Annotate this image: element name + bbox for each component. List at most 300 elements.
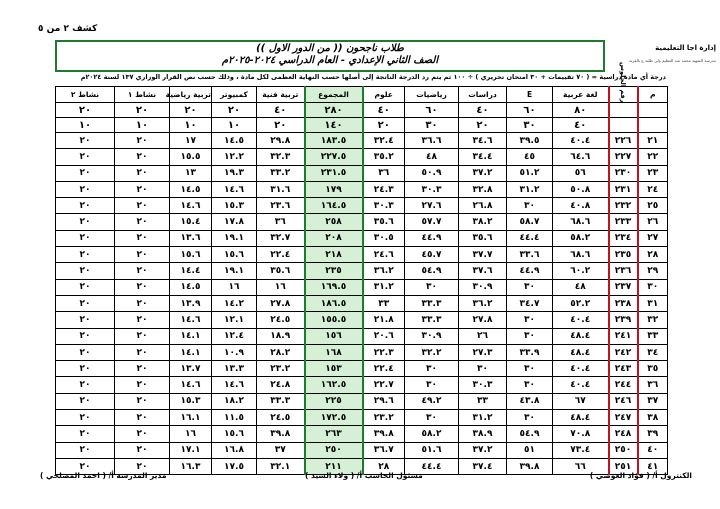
table-row	[56, 377, 668, 393]
table-cell: ٥٠.٩	[405, 165, 459, 181]
table-cell: ٢٠	[56, 312, 115, 328]
table-cell: ٦٦	[553, 458, 609, 474]
table-cell: ٣٦	[638, 377, 668, 393]
table-cell: ٢٠	[115, 361, 170, 377]
table-cell: ١٧	[170, 133, 212, 149]
table-cell: ١٤.٥	[170, 181, 212, 197]
table-cell: ١٥.٦	[212, 426, 257, 442]
table-cell: ١٧.٨	[212, 214, 257, 230]
table-cell: ٣٥	[638, 361, 668, 377]
table-cell: ٢٢٧.٥	[305, 149, 363, 165]
max-mark-cell: ٢٨٠	[305, 103, 363, 118]
table-cell: ٢٠	[115, 230, 170, 246]
col-header-art: تربية فنية	[257, 87, 305, 103]
table-cell: ٢٧.٦	[405, 198, 459, 214]
max-mark-cell: ٦٠	[507, 103, 553, 118]
table-cell: ٣٠	[507, 361, 553, 377]
table-cell: ٤٣.٨	[507, 393, 553, 409]
table-row	[56, 312, 668, 328]
table-cell: ٤٥	[507, 149, 553, 165]
max-mark-cell: ٤٠	[257, 103, 305, 118]
table-cell: ١٦	[170, 426, 212, 442]
table-cell: ٢١١	[305, 458, 363, 474]
table-cell: ٣٠	[459, 361, 507, 377]
administration-header	[604, 44, 716, 63]
table-cell: ١٥.٥	[170, 149, 212, 165]
table-cell: ٥١.٢	[507, 165, 553, 181]
table-row	[56, 410, 668, 426]
table-cell: ٢٢.٧	[363, 377, 405, 393]
table-cell: ٣٠	[405, 410, 459, 426]
table-cell: ٣٠.٩	[459, 279, 507, 295]
table-cell: ٤٨.٤	[553, 410, 609, 426]
table-cell: ١٦	[212, 279, 257, 295]
table-cell: ٣٣.٣	[405, 312, 459, 328]
table-cell: ٢٠	[56, 133, 115, 149]
table-cell: ٢٤.٣	[363, 181, 405, 197]
table-cell: ٢٥٠	[305, 442, 363, 458]
table-cell: ٢٠	[56, 247, 115, 263]
max-mark-cell: ٢٠	[212, 103, 257, 118]
table-cell: ٢١٨	[305, 247, 363, 263]
table-row	[56, 181, 668, 197]
table-cell: ٢٤.٦	[363, 247, 405, 263]
table-cell: ٦٠.٢	[553, 263, 609, 279]
table-cell: ١١.٥	[212, 410, 257, 426]
table-cell: ٣٧.٤	[459, 458, 507, 474]
table-cell: ١٥.٦	[170, 247, 212, 263]
table-cell: ٤٨.٤	[553, 344, 609, 360]
table-row	[56, 393, 668, 409]
title-box	[55, 40, 605, 72]
page-subtitle: الصف الثاني الإعدادي - العام الدراسي ٢٠٢٤-٢٠٢٥م	[221, 55, 439, 66]
table-cell: ٤٥.٧	[405, 247, 459, 263]
table-cell: ٢٣٥	[609, 247, 638, 263]
table-cell: ٣٩	[638, 426, 668, 442]
table-cell: ٢١.٨	[363, 312, 405, 328]
table-cell: ٢٤٤	[609, 377, 638, 393]
table-cell: ٢٩.٦	[363, 393, 405, 409]
table-cell: ١٣.٦	[170, 230, 212, 246]
table-row	[56, 279, 668, 295]
table-cell: ٣٨	[638, 410, 668, 426]
table-row	[56, 442, 668, 458]
table-cell: ٤٤.٤	[405, 458, 459, 474]
table-row	[56, 361, 668, 377]
table-cell: ٣٣.٣	[257, 393, 305, 409]
col-header-arabic: لغة عربية	[553, 87, 609, 103]
min-mark-cell: ٣٠	[507, 118, 553, 133]
col-header-pe: تربية رياضية	[170, 87, 212, 103]
table-cell: ١٥.٦	[212, 247, 257, 263]
table-cell: ٢٠	[56, 230, 115, 246]
table-cell: ٢٢٦	[609, 133, 638, 149]
table-cell: ٢٢.٤	[257, 247, 305, 263]
table-cell: ٣٠	[507, 312, 553, 328]
table-cell: ١٧٩	[305, 181, 363, 197]
max-mark-cell: ٨٠	[553, 103, 609, 118]
table-cell: ١٨.٩	[257, 328, 305, 344]
table-row	[56, 263, 668, 279]
table-cell: ٣٣.٢	[257, 165, 305, 181]
table-cell: ٢٠	[56, 442, 115, 458]
page-label: كشف ٢ من ٥	[38, 24, 98, 34]
table-cell: ١٢.١	[212, 312, 257, 328]
table-cell: ٣٨.٩	[459, 426, 507, 442]
min-mark-cell: ٤٠	[553, 118, 609, 133]
table-cell: ٢٠	[115, 165, 170, 181]
table-cell: ١٦٨	[305, 344, 363, 360]
table-cell: ٣٠	[507, 377, 553, 393]
table-cell: ٣٦.٧	[363, 442, 405, 458]
table-cell: ٢٠	[56, 279, 115, 295]
table-cell: ٣٠.٣	[363, 198, 405, 214]
table-cell: ٢٣٩	[609, 312, 638, 328]
table-cell: ١٤.٥	[170, 279, 212, 295]
table-cell: ٥٤.٩	[507, 426, 553, 442]
table-cell: ٢٦٣	[305, 426, 363, 442]
table-cell: ١٩.١	[212, 230, 257, 246]
table-cell: ٤٠.٨	[553, 198, 609, 214]
table-cell: ٣٩.٨	[363, 426, 405, 442]
min-mark-cell: ٢٠	[257, 118, 305, 133]
table-cell: ٣٦.٦	[405, 133, 459, 149]
table-cell: ٢٠	[56, 214, 115, 230]
table-cell: ٦٤.٦	[553, 149, 609, 165]
table-cell: ٤٨.٤	[553, 328, 609, 344]
table-cell: ٢٣٦	[609, 263, 638, 279]
table-row	[56, 165, 668, 181]
min-mark-cell: ١٠	[212, 118, 257, 133]
table-cell: ٥٨.٢	[405, 426, 459, 442]
table-cell: ٣٦.٢	[363, 263, 405, 279]
table-cell: ٢٠	[56, 165, 115, 181]
table-cell: ١٥٦	[305, 328, 363, 344]
table-cell: ٢٣٣	[609, 214, 638, 230]
table-row	[56, 149, 668, 165]
footer-principal: مدير المدرسة أ/ ( احمد المصلحي )	[40, 471, 167, 480]
table-cell: ٤٠.٤	[553, 361, 609, 377]
table-cell: ٢٠	[115, 393, 170, 409]
table-cell: ٢٧.٨	[459, 312, 507, 328]
table-cell: ١٧.١	[170, 442, 212, 458]
max-mark-cell	[609, 103, 638, 118]
table-cell: ٣٢.٧	[257, 230, 305, 246]
table-cell: ٣٥.٦	[363, 214, 405, 230]
table-cell: ٢٠	[56, 393, 115, 409]
table-cell: ٣٩.٥	[507, 133, 553, 149]
administration-name: إدارة اجا التعليمية	[655, 44, 716, 52]
table-cell: ٤٤.٤	[507, 230, 553, 246]
table-cell: ٢٤٢	[609, 344, 638, 360]
table-cell: ٣١.٢	[507, 181, 553, 197]
table-cell: ٣٢.٢	[405, 344, 459, 360]
table-cell: ١٨٦.٥	[305, 295, 363, 311]
table-cell: ٣٤	[638, 344, 668, 360]
table-row	[56, 328, 668, 344]
table-cell: ٣١.٢	[459, 410, 507, 426]
table-cell: ٣٩.٨	[257, 426, 305, 442]
col-header-serial: م	[638, 87, 668, 103]
table-cell: ٥٤.٩	[405, 263, 459, 279]
table-cell: ٢٠	[56, 377, 115, 393]
table-cell: ٢٤٨	[609, 426, 638, 442]
footer-computer: مسئول الحاسب أ/ ( ولاء السيد )	[305, 471, 423, 480]
table-cell: ٢٠	[115, 410, 170, 426]
table-cell: ٣٦.٢	[459, 295, 507, 311]
table-cell: ١٥٣	[305, 361, 363, 377]
table-cell: ٢٠	[115, 263, 170, 279]
table-cell: ٢٢٥	[305, 393, 363, 409]
table-cell: ٢٣.٢	[257, 361, 305, 377]
table-cell: ٣٠	[405, 377, 459, 393]
table-cell: ٢٠	[56, 426, 115, 442]
table-cell: ٢٣	[638, 165, 668, 181]
table-cell: ٤٠.٤	[553, 312, 609, 328]
table-cell: ٢٦.٨	[459, 198, 507, 214]
table-cell: ١٥.٣	[170, 393, 212, 409]
col-header-total: المجموع	[305, 87, 363, 103]
table-cell: ١٣.٣	[212, 361, 257, 377]
table-row	[56, 230, 668, 246]
table-cell: ٤٤.٩	[405, 230, 459, 246]
table-cell: ١٤.١	[170, 344, 212, 360]
max-mark-cell: ٢٠	[115, 103, 170, 118]
table-cell: ١٦٢.٥	[305, 377, 363, 393]
table-cell: ٣٣	[638, 328, 668, 344]
table-cell: ١٦.٣	[170, 458, 212, 474]
table-cell: ١٥٥.٥	[305, 312, 363, 328]
table-row	[56, 133, 668, 149]
min-mark-cell: ١٤٠	[305, 118, 363, 133]
table-cell: ٣٢.١	[257, 458, 305, 474]
table-row	[56, 344, 668, 360]
table-cell: ٣١.٢	[363, 279, 405, 295]
table-cell: ٢٠	[56, 458, 115, 474]
table-cell: ١٤.٢	[212, 295, 257, 311]
table-cell: ٢٤.٥	[257, 410, 305, 426]
table-cell: ٢٢.٣	[363, 344, 405, 360]
table-cell: ٤٨	[553, 279, 609, 295]
table-cell: ٢٠	[56, 344, 115, 360]
footer-control: الكنترول أ/ ( فؤاد العوضي )	[589, 471, 692, 480]
table-cell: ٣٠	[507, 328, 553, 344]
table-cell: ٢٠	[56, 328, 115, 344]
table-row	[56, 198, 668, 214]
table-cell: ٢٠	[56, 149, 115, 165]
table-cell: ١٧٢.٥	[305, 410, 363, 426]
table-cell: ٦٨.٦	[553, 247, 609, 263]
table-cell: ٢٣٨	[609, 295, 638, 311]
table-cell: ٣٢.٣	[257, 149, 305, 165]
table-cell: ٣٠	[405, 279, 459, 295]
min-marks-row	[56, 118, 668, 133]
table-cell: ٢٠	[56, 295, 115, 311]
table-cell: ٢٤.٥	[257, 312, 305, 328]
table-cell: ٢٨	[638, 247, 668, 263]
table-cell: ١٣	[170, 165, 212, 181]
table-cell: ٣٠	[507, 410, 553, 426]
table-cell: ٣٠	[507, 198, 553, 214]
table-cell: ٢٨.٢	[257, 344, 305, 360]
table-cell: ٣٤.٧	[507, 295, 553, 311]
table-cell: ٢٠	[115, 442, 170, 458]
table-cell: ١٩.١	[212, 263, 257, 279]
table-cell: ١٤.٥	[212, 133, 257, 149]
table-cell: ١٦.٨	[212, 442, 257, 458]
table-cell: ٥١	[507, 442, 553, 458]
table-cell: ٢٤٧	[609, 410, 638, 426]
min-mark-cell: ٣٠	[405, 118, 459, 133]
table-cell: ٣٦	[257, 214, 305, 230]
table-cell: ١٣.٩	[170, 295, 212, 311]
table-cell: ٣٥.٢	[363, 149, 405, 165]
table-cell: ٢١	[638, 133, 668, 149]
table-cell: ٣٣	[459, 393, 507, 409]
table-cell: ٤٨	[405, 149, 459, 165]
table-cell: ٣١.٦	[257, 181, 305, 197]
table-cell: ٣٠.٩	[405, 328, 459, 344]
page-title: طلاب ناجحون (( من الدور الاول ))	[256, 43, 404, 54]
col-header-science: علوم	[363, 87, 405, 103]
table-cell: ٥٠.٨	[553, 181, 609, 197]
table-cell: ٣٣	[363, 295, 405, 311]
table-cell: ٣٥.٦	[459, 230, 507, 246]
table-cell: ١٥.٤	[170, 214, 212, 230]
table-cell: ١٤.٦	[212, 377, 257, 393]
table-cell: ٢٣٢	[609, 198, 638, 214]
table-cell: ٣٩.٨	[507, 458, 553, 474]
table-cell: ٣٤.٦	[459, 133, 507, 149]
table-cell: ١٨.٢	[212, 393, 257, 409]
table-cell: ٤٤.٩	[507, 263, 553, 279]
results-body	[56, 133, 668, 475]
table-cell: ٢٠	[115, 377, 170, 393]
table-cell: ٤١	[638, 458, 668, 474]
table-cell: ٢٣٧	[609, 279, 638, 295]
table-cell: ٢٠	[56, 181, 115, 197]
table-cell: ١٦	[257, 279, 305, 295]
table-cell: ٥١.٦	[405, 442, 459, 458]
table-cell: ٢٣٠	[609, 165, 638, 181]
table-cell: ٢٠	[115, 247, 170, 263]
table-cell: ١٣.٧	[170, 361, 212, 377]
table-cell: ٢٣.٢	[363, 410, 405, 426]
max-marks-row	[56, 103, 668, 118]
table-cell: ٥٦	[553, 165, 609, 181]
table-cell: ٢٠	[115, 279, 170, 295]
table-cell: ٢٠.٦	[363, 328, 405, 344]
table-cell: ٣٣.٩	[507, 344, 553, 360]
grading-note: درجة أي مادة دراسية = ( ٧٠ تقييمات + ٣٠ امتحان تحريري ) ÷ ١٠٠ ثم يتم رد الدرجة الناتجة إلى أصلها حسب النهاية العظمى لكل مادة ، وذلك حسب نص القرار الوزاري ١٣٧ لسنة ٢٠٢٤م	[80, 73, 666, 81]
max-mark-cell	[638, 103, 668, 118]
table-cell: ٢٠	[115, 344, 170, 360]
table-cell: ١٤.٦	[170, 198, 212, 214]
table-cell: ٥٧.٧	[405, 214, 459, 230]
table-cell: ٢٦	[638, 214, 668, 230]
table-cell: ٢٠	[115, 295, 170, 311]
table-cell: ٢٤.٨	[257, 377, 305, 393]
table-cell: ٤٠.٤	[553, 133, 609, 149]
table-cell: ٢٣.٦	[257, 198, 305, 214]
table-row	[56, 214, 668, 230]
table-row	[56, 295, 668, 311]
table-row	[56, 426, 668, 442]
table-cell: ٢٠	[56, 198, 115, 214]
table-cell: ١٢.٢	[212, 149, 257, 165]
table-cell: ٢٢	[638, 149, 668, 165]
table-cell: ١٥.٣	[212, 198, 257, 214]
table-cell: ٢٩.٨	[257, 133, 305, 149]
col-header-seat: رقم الجلوس	[609, 87, 638, 103]
max-mark-cell: ٤٠	[459, 103, 507, 118]
header-row	[56, 87, 668, 103]
table-cell: ٢٥٠	[609, 442, 638, 458]
col-header-math: رياضيات	[405, 87, 459, 103]
table-cell: ٦٧	[553, 393, 609, 409]
table-cell: ٢٤٣	[609, 361, 638, 377]
school-name: مدرسة الشهيد محمد عبد العظيم ولي طلبة ع بالقرية	[629, 58, 716, 63]
table-cell: ٢٤٦	[609, 393, 638, 409]
max-mark-cell: ٢٠	[170, 103, 212, 118]
max-mark-cell: ٤٠	[363, 103, 405, 118]
table-cell: ٢٠	[115, 426, 170, 442]
table-cell: ٣٠.٣	[459, 377, 507, 393]
table-cell: ٢٠	[115, 181, 170, 197]
table-cell: ٣٧	[638, 393, 668, 409]
col-header-activity2: نشاط ٢	[56, 87, 115, 103]
table-cell: ٧٣.٤	[553, 442, 609, 458]
table-cell: ١٢.٤	[212, 328, 257, 344]
table-cell: ٣٠.٣	[405, 181, 459, 197]
table-cell: ٢٠	[115, 133, 170, 149]
table-cell: ٢٨	[363, 458, 405, 474]
table-cell: ٣٠	[507, 279, 553, 295]
table-cell: ٣٠	[638, 279, 668, 295]
table-cell: ٣٠.٥	[363, 230, 405, 246]
table-cell: ٤٠.٤	[553, 377, 609, 393]
table-cell: ٤٠	[638, 442, 668, 458]
table-cell: ٢٠	[115, 328, 170, 344]
min-mark-cell: ٢٠	[459, 118, 507, 133]
table-cell: ٢٤١	[609, 328, 638, 344]
min-mark-cell	[609, 118, 638, 133]
table-cell: ٢٣٤	[609, 230, 638, 246]
table-cell: ١٦٤.٥	[305, 198, 363, 214]
min-mark-cell: ١٠	[115, 118, 170, 133]
table-cell: ١٦.١	[170, 410, 212, 426]
table-cell: ٣١	[638, 295, 668, 311]
table-cell: ٢٧.٣	[459, 344, 507, 360]
table-cell: ٢٣٥	[305, 263, 363, 279]
col-header-activity1: نشاط ١	[115, 87, 170, 103]
table-cell: ٢٧	[638, 230, 668, 246]
table-cell: ٣٠	[405, 361, 459, 377]
table-cell: ٣٤.٤	[459, 149, 507, 165]
max-mark-cell: ٦٠	[405, 103, 459, 118]
table-cell: ٣٧.٢	[459, 165, 507, 181]
table-cell: ٢٠٨	[305, 230, 363, 246]
table-cell: ٢٠	[56, 361, 115, 377]
table-cell: ٢٠	[115, 214, 170, 230]
table-cell: ٥٨.٧	[507, 214, 553, 230]
table-cell: ١٦٩.٥	[305, 279, 363, 295]
table-cell: ١٤.٦	[170, 312, 212, 328]
table-row	[56, 247, 668, 263]
table-cell: ٣٦	[363, 165, 405, 181]
table-cell: ٧٠.٨	[553, 426, 609, 442]
table-cell: ٣٣.٣	[405, 295, 459, 311]
